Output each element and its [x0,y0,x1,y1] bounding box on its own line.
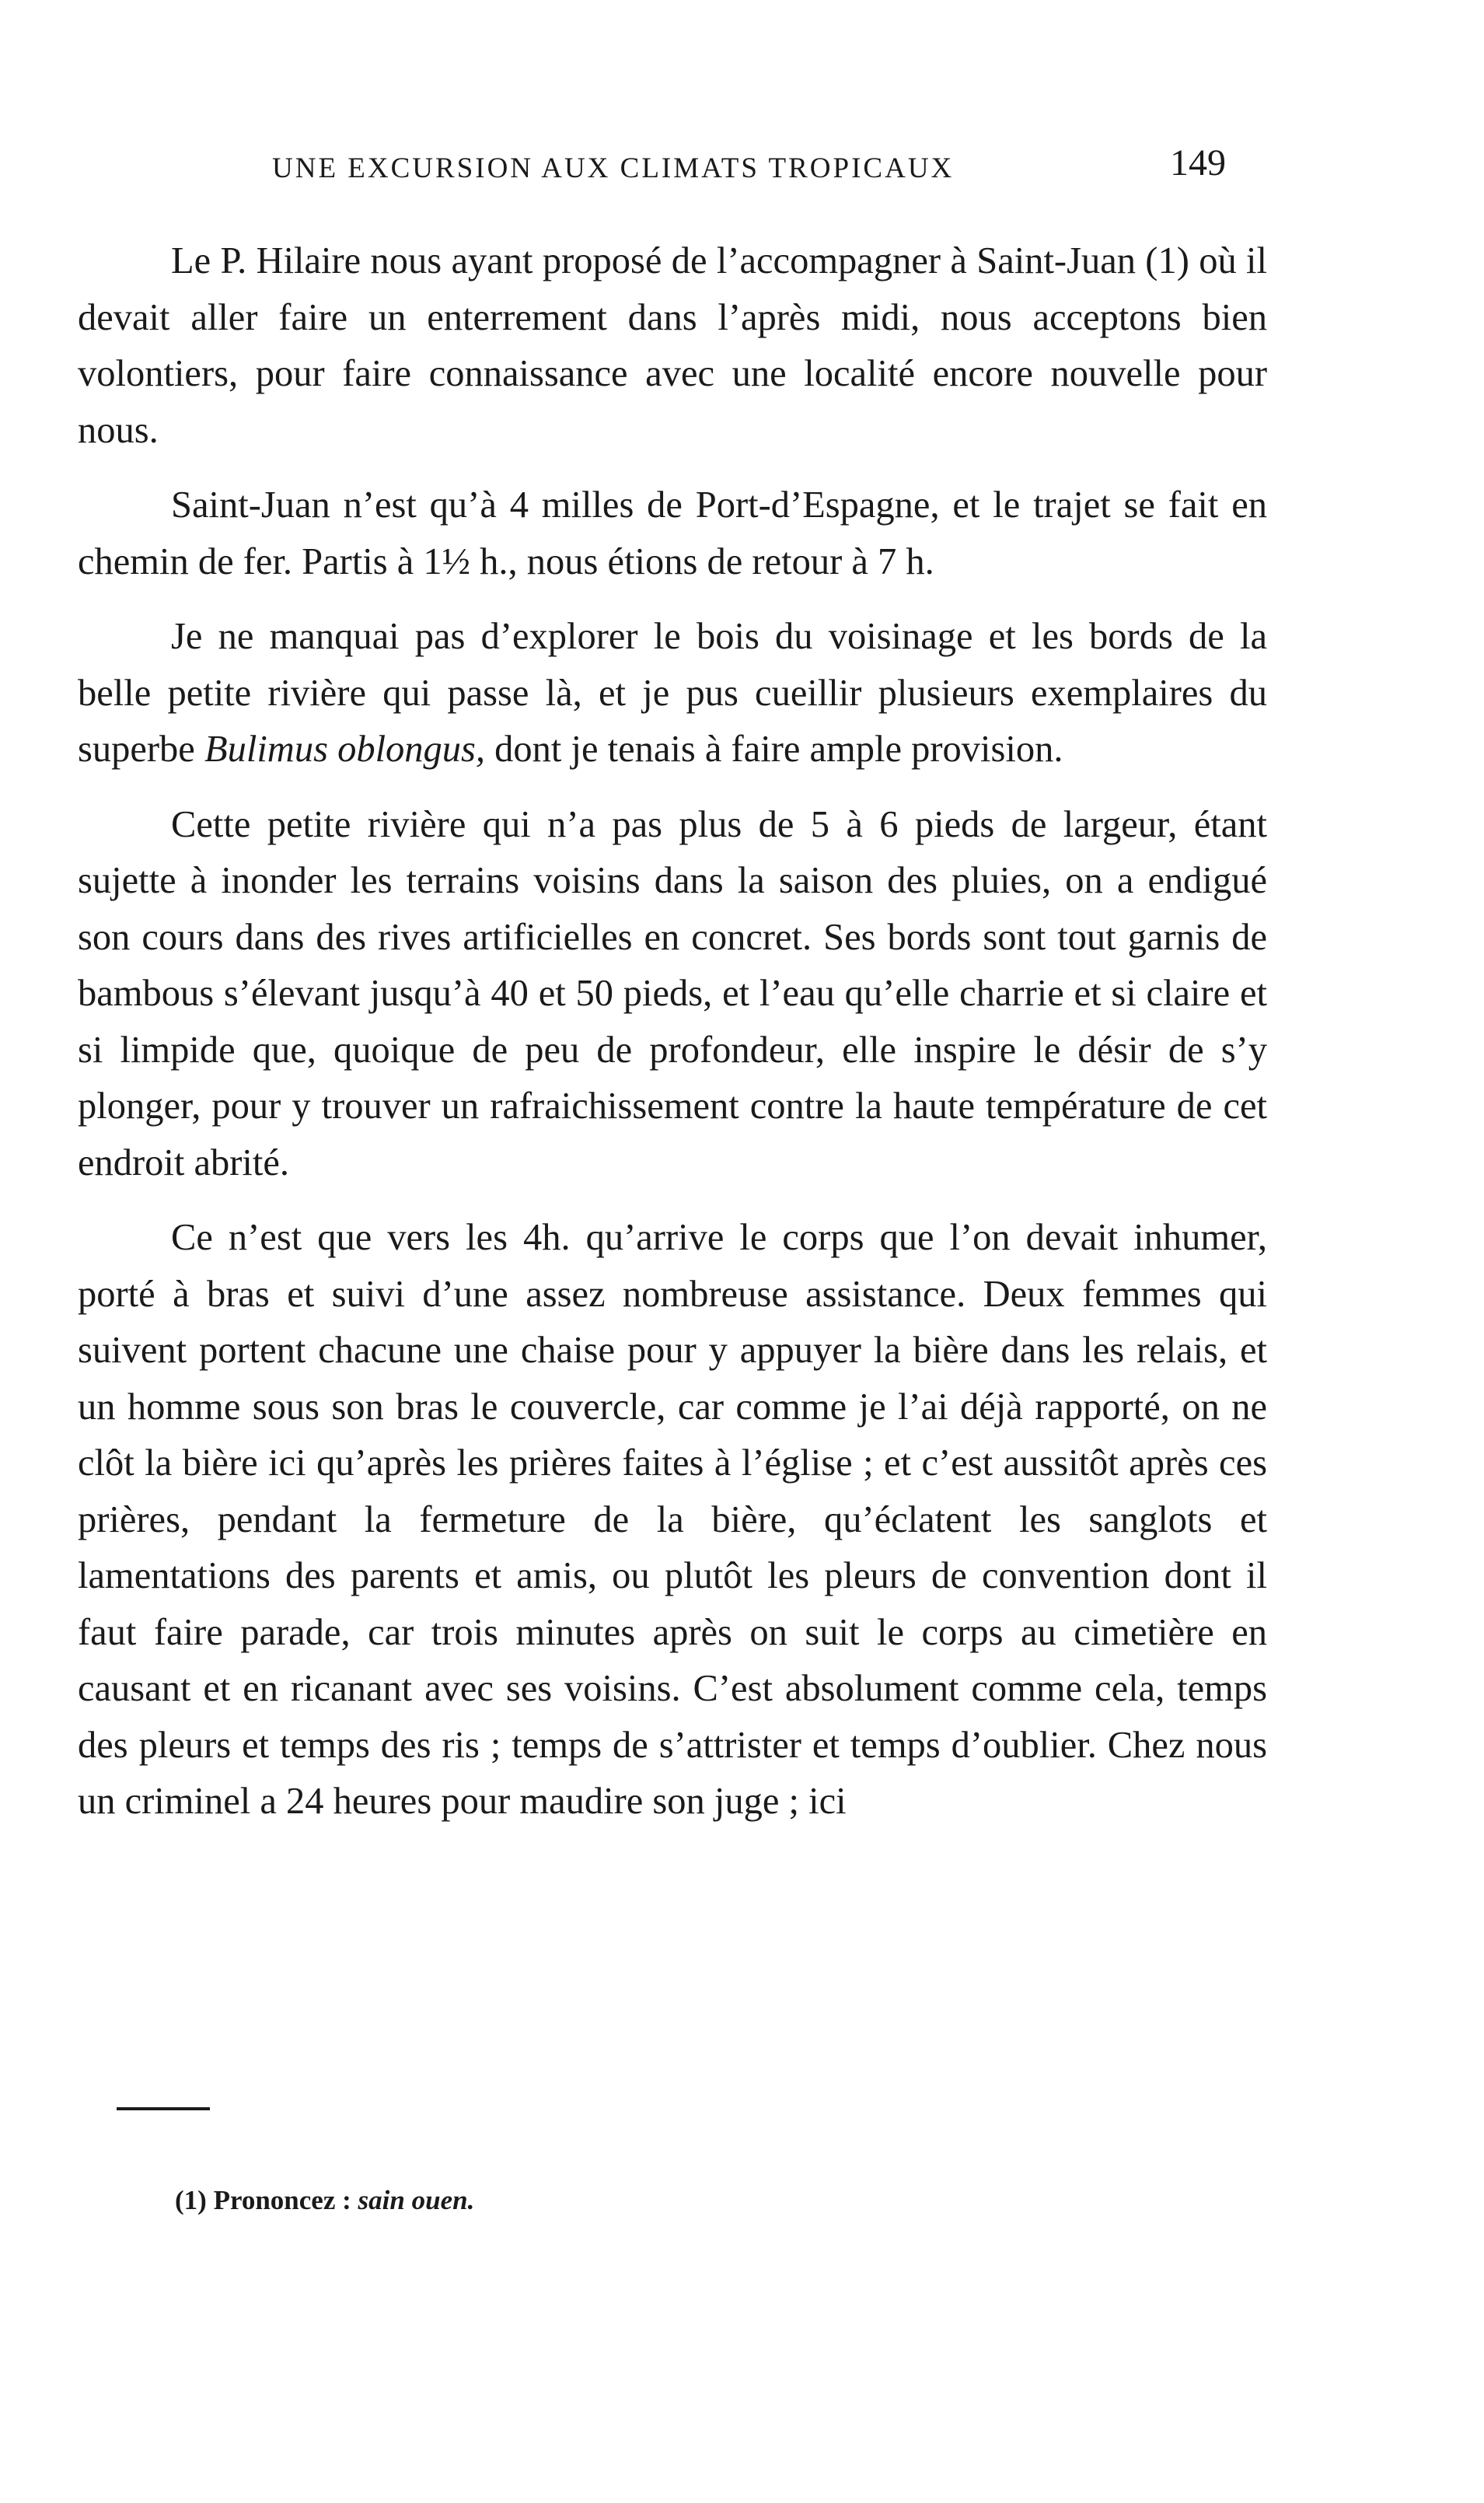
running-title: UNE EXCURSION AUX CLIMATS TROPICAUX [272,152,955,184]
footnote [175,2185,474,2216]
body-text [78,233,1267,1849]
species-name: Bulimus oblongus, [204,729,486,770]
paragraph-2: Saint-Juan n’est qu’à 4 milles de Port-d’Espagne, et le trajet se fait en chemin de fer. Partis à 1½ h., nous étions de retour à 7 h. [78,484,1267,582]
paragraph-3 [78,609,1267,778]
footnote-pronunciation: sain ouen. [358,2185,475,2215]
paragraph-3-text-after: dont je tenais à faire ample provision. [485,729,1063,770]
page-number: 149 [1170,142,1226,184]
paragraph-3-text-before: Je ne manquai pas d’explorer le bois du voisinage et les bords de la belle petite rivière qui passe là, et je pus cueillir plusieurs exemplaires du superbe [78,616,1267,770]
paragraph-1: Le P. Hilaire nous ayant proposé de l’accompagner à Saint-Juan (1) où il devait aller faire un enterrement dans l’après midi, nous acceptons bien volontiers, pour faire connaissance avec une localité encore nouvelle pour nous. [78,240,1267,451]
footnote-label: Prononcez : [213,2185,351,2215]
footnote-rule [117,2107,210,2110]
paragraph-4: Cette petite rivière qui n’a pas plus de 5 à 6 pieds de largeur, étant sujette à inonder les terrains voisins dans la saison des pluies, on a endigué son cours dans des rives artificielles en concret. Ses bords sont tout garnis de bambous s’élevant jusqu’à 40 et 50 pieds, et l’eau qu’elle charrie et si claire et si limpide que, quoique de peu de profondeur, elle inspire le désir de s’y plonger, pour y trouver un rafraichissement contre la haute température de cet endroit abrité. [78,803,1267,1183]
paragraph-5: Ce n’est que vers les 4h. qu’arrive le corps que l’on devait inhumer, porté à bras et suivi d’une assez nombreuse assistance. Deux femmes qui suivent portent chacune une chaise pour y appuyer la bière dans les relais, et un homme sous son bras le couvercle, car comme je l’ai déjà rapporté, on ne clôt la bière ici qu’après les prières faites à l’église ; et c’est aussitôt après ces prières, pendant la fermeture de la bière, qu’éclatent les sanglots et lamentations des parents et amis, ou plutôt les pleurs de convention dont il faut faire parade, car trois minutes après on suit le corps au cimetière en causant et en ricanant avec ses voisins. C’est absolument comme cela, temps des pleurs et temps des ris ; temps de s’attrister et temps d’oublier. Chez nous un criminel a 24 heures pour maudire son juge ; ici [78,1217,1267,1822]
footnote-marker: (1) [175,2185,207,2215]
